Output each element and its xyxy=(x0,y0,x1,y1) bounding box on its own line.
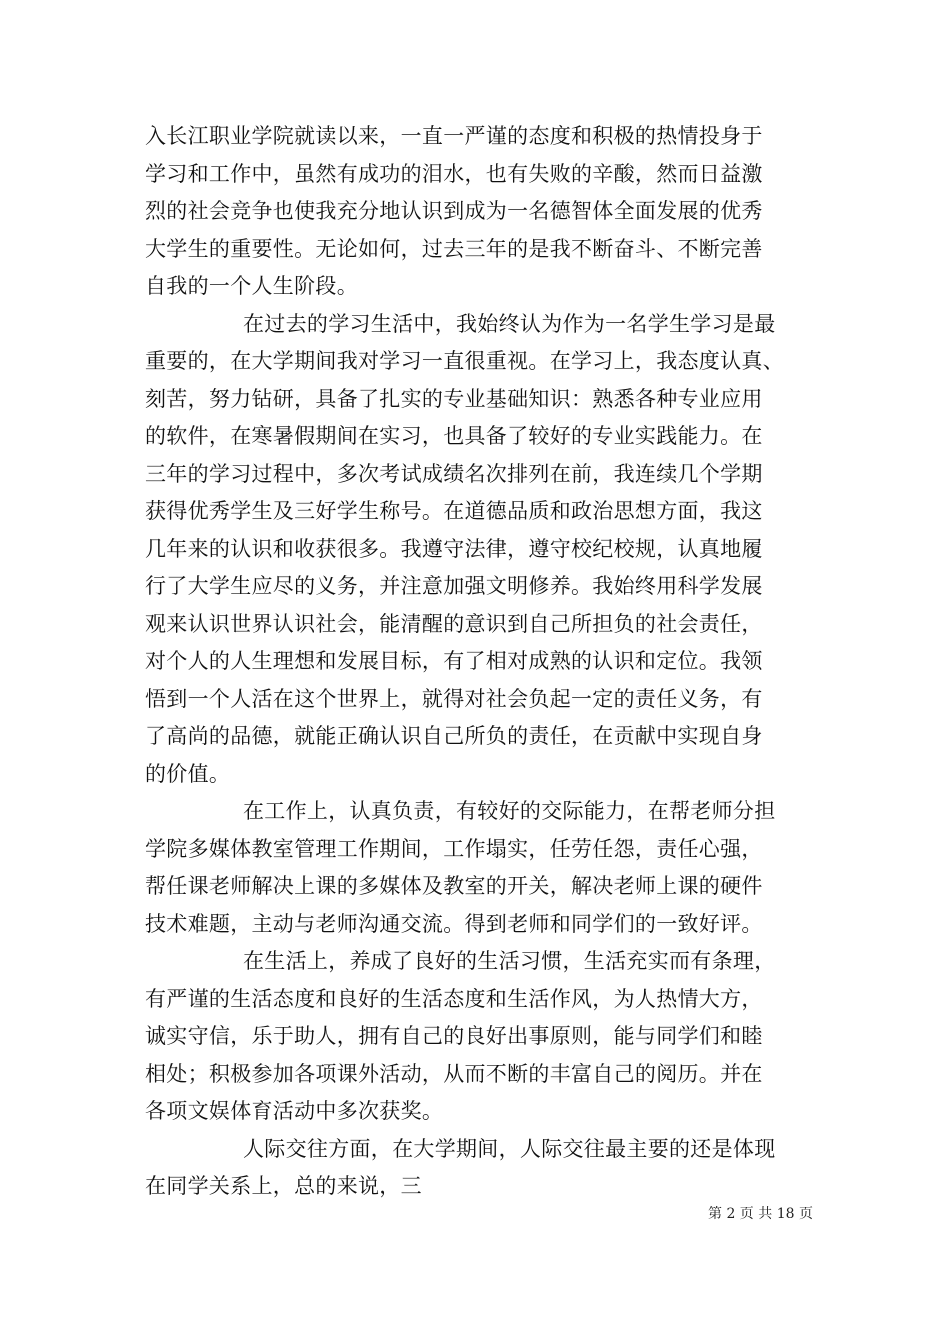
text-line: 获得优秀学生及三好学生称号。在道德品质和政治思想方面，我这 xyxy=(145,499,763,523)
text-line: 悟到一个人活在这个世界上，就得对社会负起一定的责任义务，有 xyxy=(145,686,763,711)
text-line: 帮任课老师解决上课的多媒体及教室的开关，解决老师上课的硬件 xyxy=(145,874,763,898)
text-line: 在生活上，养成了良好的生活习惯，生活充实而有条理， xyxy=(243,949,776,973)
text-line: 行了大学生应尽的义务，并注意加强文明修养。我始终用科学发展 xyxy=(145,574,763,598)
paragraph-relations xyxy=(145,1131,815,1206)
text-line: 几年来的认识和收获很多。我遵守法律，遵守校纪校规，认真地履 xyxy=(145,536,763,561)
paragraph-work xyxy=(145,793,815,943)
text-line: 人际交往方面，在大学期间，人际交往最主要的还是体现 xyxy=(243,1136,776,1161)
text-line: 对个人的人生理想和发展目标，有了相对成熟的认识和定位。我领 xyxy=(145,649,763,673)
text-line: 在过去的学习生活中，我始终认为作为一名学生学习是最 xyxy=(243,311,776,336)
paragraph-intro xyxy=(145,118,815,306)
text-line: 的软件，在寒暑假期间在实习，也具备了较好的专业实践能力。在 xyxy=(145,424,763,448)
body-text xyxy=(145,118,815,1206)
text-line: 学院多媒体教室管理工作期间，工作塌实，任劳任怨，责任心强， xyxy=(145,836,763,861)
text-line: 入长江职业学院就读以来，一直一严谨的态度和积极的热情投身于 xyxy=(145,124,763,148)
text-line: 自我的一个人生阶段。 xyxy=(145,274,358,298)
text-line: 在工作上，认真负责，有较好的交际能力，在帮老师分担 xyxy=(243,799,776,823)
text-line: 有严谨的生活态度和良好的生活态度和生活作风，为人热情大方， xyxy=(145,986,763,1011)
paragraph-study xyxy=(145,306,815,794)
text-line: 诚实守信，乐于助人，拥有自己的良好出事原则，能与同学们和睦 xyxy=(145,1024,763,1048)
text-line: 观来认识世界认识社会，能清醒的意识到自己所担负的社会责任， xyxy=(145,611,763,636)
text-line: 技术难题，主动与老师沟通交流。得到老师和同学们的一致好评。 xyxy=(145,911,763,936)
text-line: 三年的学习过程中，多次考试成绩名次排列在前，我连续几个学期 xyxy=(145,461,763,486)
text-line: 大学生的重要性。无论如何，过去三年的是我不断奋斗、不断完善 xyxy=(145,236,763,261)
text-line: 刻苦，努力钻研，具备了扎实的专业基础知识：熟悉各种专业应用 xyxy=(145,386,763,411)
text-line: 各项文娱体育活动中多次获奖。 xyxy=(145,1099,444,1123)
text-line: 在同学关系上，总的来说，三 xyxy=(145,1174,422,1198)
page-number-footer: 第 2 页 共 18 页 xyxy=(708,1206,813,1222)
paragraph-life xyxy=(145,943,815,1131)
text-line: 烈的社会竞争也使我充分地认识到成为一名德智体全面发展的优秀 xyxy=(145,199,763,223)
text-line: 了高尚的品德，就能正确认识自己所负的责任，在贡献中实现自身 xyxy=(145,724,763,748)
text-line: 相处；积极参加各项课外活动，从而不断的丰富自己的阅历。并在 xyxy=(145,1061,763,1086)
text-line: 的价值。 xyxy=(145,761,231,786)
text-line: 重要的，在大学期间我对学习一直很重视。在学习上，我态度认真、 xyxy=(145,349,784,373)
text-line: 学习和工作中，虽然有成功的泪水，也有失败的辛酸，然而日益激 xyxy=(145,161,763,186)
